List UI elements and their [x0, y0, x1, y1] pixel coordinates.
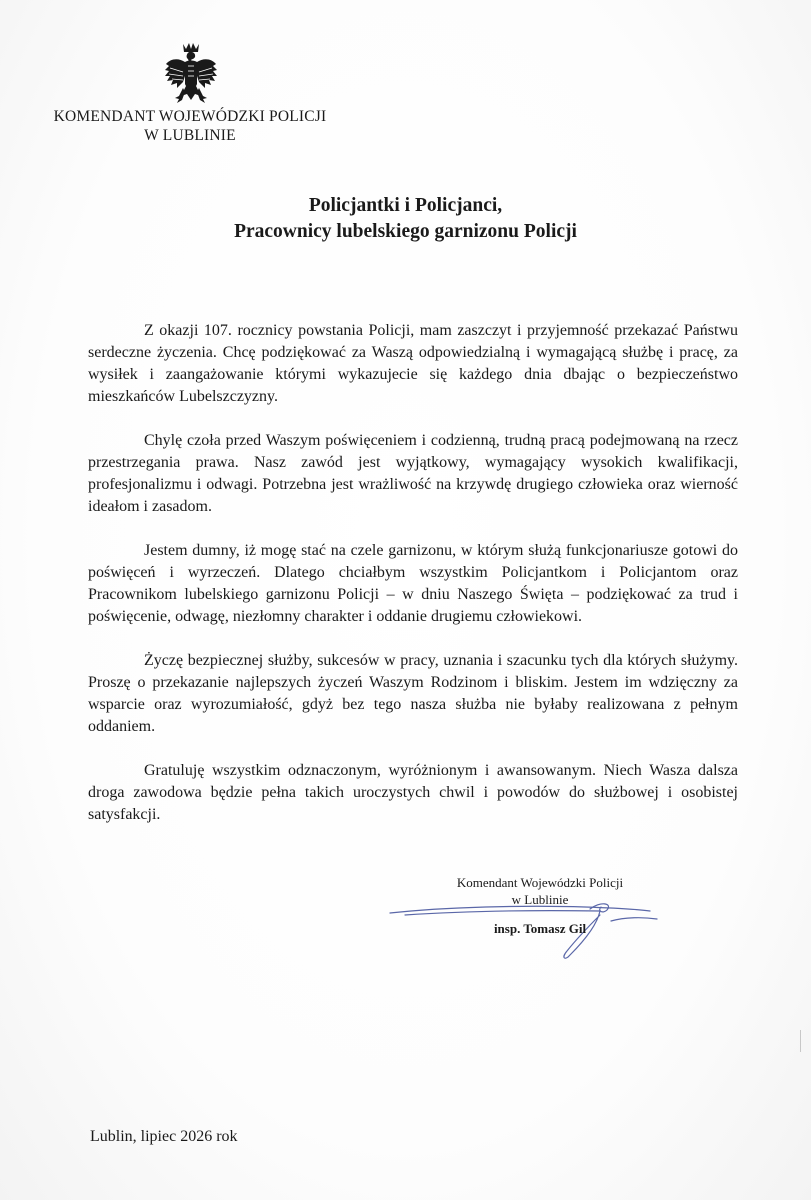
- salutation-line-1: Policjantki i Policjanci,: [308, 195, 503, 216]
- signatory-title-line-1: Komendant Wojewódzki Policji: [456, 875, 624, 890]
- salutation-line-2: Pracownicy lubelskiego garnizonu Policji: [234, 221, 577, 242]
- paragraph: Życzę bezpiecznej służby, sukcesów w pracy, uznania i szacunku tych dla których służymy. Proszę o przekazanie najlepszych życzeń Waszym Rodzinom i bliskim. Jestem im wdzięczny za wsparcie oraz wyrozumiałość, gdyż bez tego nasza służba nie byłaby realizowana z pełnym oddaniem.: [88, 652, 738, 735]
- letterhead: [40, 107, 340, 145]
- paragraph: Gratuluję wszystkim odznaczonym, wyróżnionym i awansowanym. Niech Wasza dalsza droga zawodowa będzie pełna takich uroczystych chwil i powodów do służbowej i osobistej satysfakcji.: [88, 762, 738, 823]
- letterhead-line-1: KOMENDANT WOJEWÓDZKI POLICJI: [53, 108, 327, 125]
- polish-eagle-emblem-icon: [161, 40, 221, 110]
- paragraph: Chylę czoła przed Waszym poświęceniem i codzienną, trudną pracą podejmowaną na rzecz przestrzegania prawa. Nasz zawód jest wyjątkowy, wymagający wysokich kwalifikacji, profesjonalizmu i odwagi. Potrzebna jest wrażliwość na krzywdę drugiego człowieka oraz wierność ideałom i zasadom.: [88, 432, 738, 515]
- signatory-title-line-2: w Lublinie: [511, 892, 569, 907]
- salutation-title: [0, 193, 811, 245]
- signatory-name: insp. Tomasz Gil: [493, 921, 587, 936]
- letterhead-line-2: W LUBLINIE: [144, 127, 236, 144]
- letter-body: [88, 320, 738, 826]
- scan-edge-mark: [800, 1030, 801, 1052]
- place-and-date: Lublin, lipiec 2026 rok: [90, 1128, 238, 1145]
- paragraph: Jestem dumny, iż mogę stać na czele garnizonu, w którym służą funkcjonariusze gotowi do poświęceń i wyrzeczeń. Dlatego chciałbym wszystkim Policjantkom i Policjantom oraz Pracownikom lubelskiego garnizonu Policji – w dniu Naszego Święta – podziękować za trud i poświęcenie, odwagę, niezłomny charakter i oddanie drugiemu człowiekowi.: [88, 542, 738, 625]
- paragraph: Z okazji 107. rocznicy powstania Policji, mam zaszczyt i przyjemność przekazać Państwu serdeczne życzenia. Chcę podziękować za Waszą odpowiedzialną i wymagającą służbę i pracę, za wysiłek i zaangażowanie którymi wykazujecie się każdego dnia dbając o bezpieczeństwo mieszkańców Lubelszczyzny.: [88, 322, 738, 405]
